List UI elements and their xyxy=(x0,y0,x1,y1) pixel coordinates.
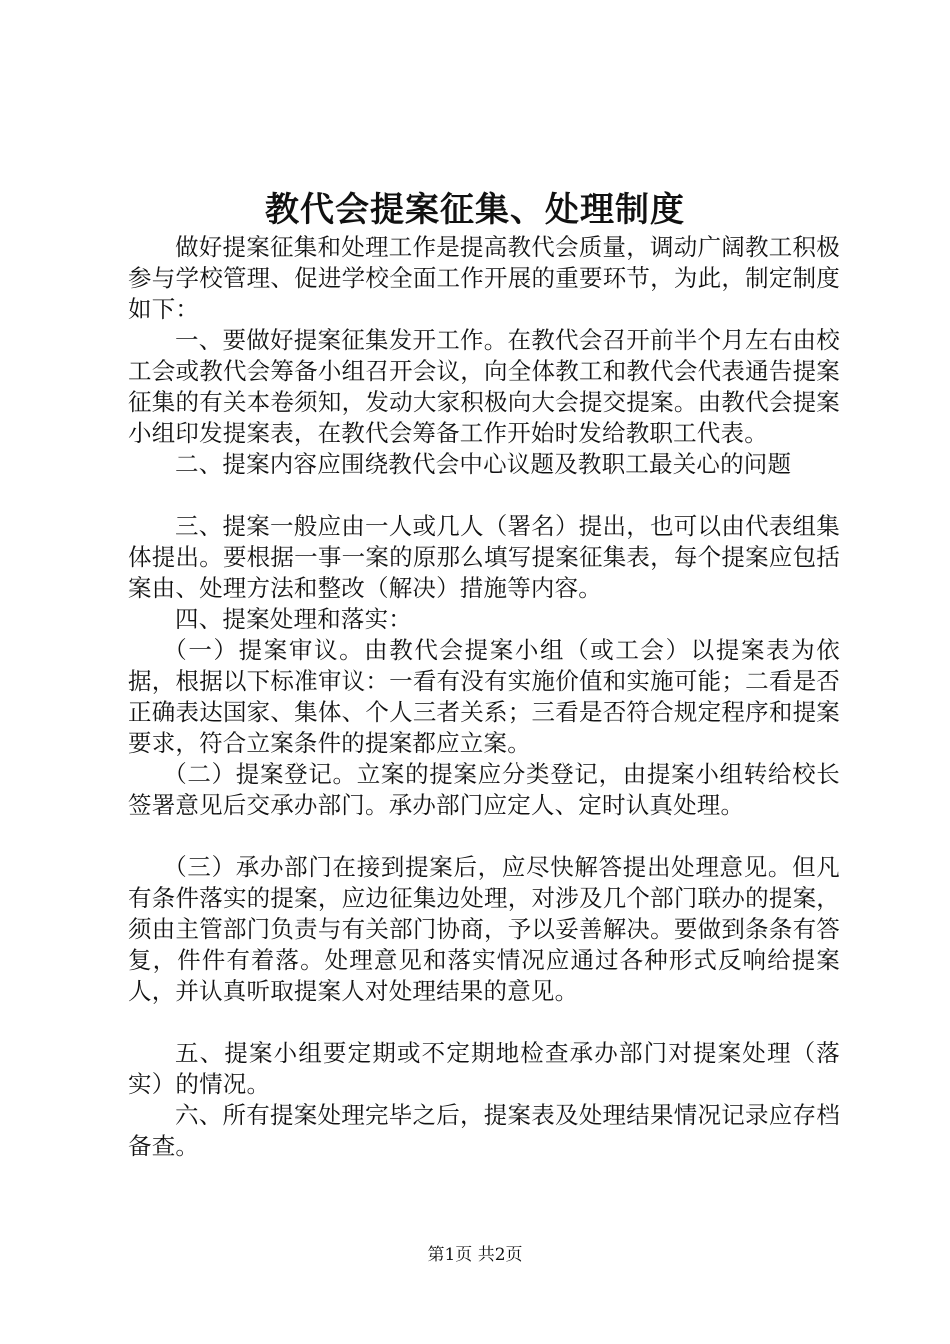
paragraph-section-3: 三、提案一般应由一人或几人（署名）提出，也可以由代表组集体提出。要根据一事一案的原那么填写提案征集表，每个提案应包括案由、处理方法和整改（解决）措施等内容。 xyxy=(128,512,840,602)
paragraph-section-4-3: （三）承办部门在接到提案后，应尽快解答提出处理意见。但凡有条件落实的提案，应边征集边处理，对涉及几个部门联办的提案，须由主管部门负责与有关部门协商，予以妥善解决。要做到条条有答复，件件有着落。处理意见和落实情况应通过各种形式反响给提案人，并认真听取提案人对处理结果的意见。 xyxy=(128,853,840,1005)
paragraph-section-4-2: （二）提案登记。立案的提案应分类登记，由提案小组转给校长签署意见后交承办部门。承办部门应定人、定时认真处理。 xyxy=(128,760,840,819)
page-number-footer: 第1页 共2页 xyxy=(427,1245,523,1265)
paragraph-gap xyxy=(128,1007,840,1038)
document-body xyxy=(128,232,840,1162)
paragraph-section-5: 五、提案小组要定期或不定期地检查承办部门对提案处理（落实）的情况。 xyxy=(128,1039,840,1098)
paragraph-section-1: 一、要做好提案征集发开工作。在教代会召开前半个月左右由校工会或教代会筹备小组召开会议，向全体教工和教代会代表通告提案征集的有关本卷须知，发动大家积极向大会提交提案。由教代会提案小组印发提案表，在教代会筹备工作开始时发给教职工代表。 xyxy=(128,326,840,447)
paragraph-intro: 做好提案征集和处理工作是提高教代会质量，调动广阔教工积极参与学校管理、促进学校全面工作开展的重要环节，为此，制定制度如下： xyxy=(128,233,840,323)
paragraph-gap xyxy=(128,821,840,852)
document-title: 教代会提案征集、处理制度 xyxy=(265,190,685,230)
paragraph-gap xyxy=(128,480,840,511)
paragraph-section-2: 二、提案内容应围绕教代会中心议题及教职工最关心的问题 xyxy=(175,450,792,478)
paragraph-section-4-1: （一）提案审议。由教代会提案小组（或工会）以提案表为依据，根据以下标准审议：一看有没有实施价值和实施可能；二看是否正确表达国家、集体、个人三者关系；三看是否符合规定程序和提案要求，符合立案条件的提案都应立案。 xyxy=(128,636,840,757)
paragraph-section-6: 六、所有提案处理完毕之后，提案表及处理结果情况记录应存档备查。 xyxy=(128,1101,840,1160)
paragraph-section-4: 四、提案处理和落实： xyxy=(175,605,412,633)
